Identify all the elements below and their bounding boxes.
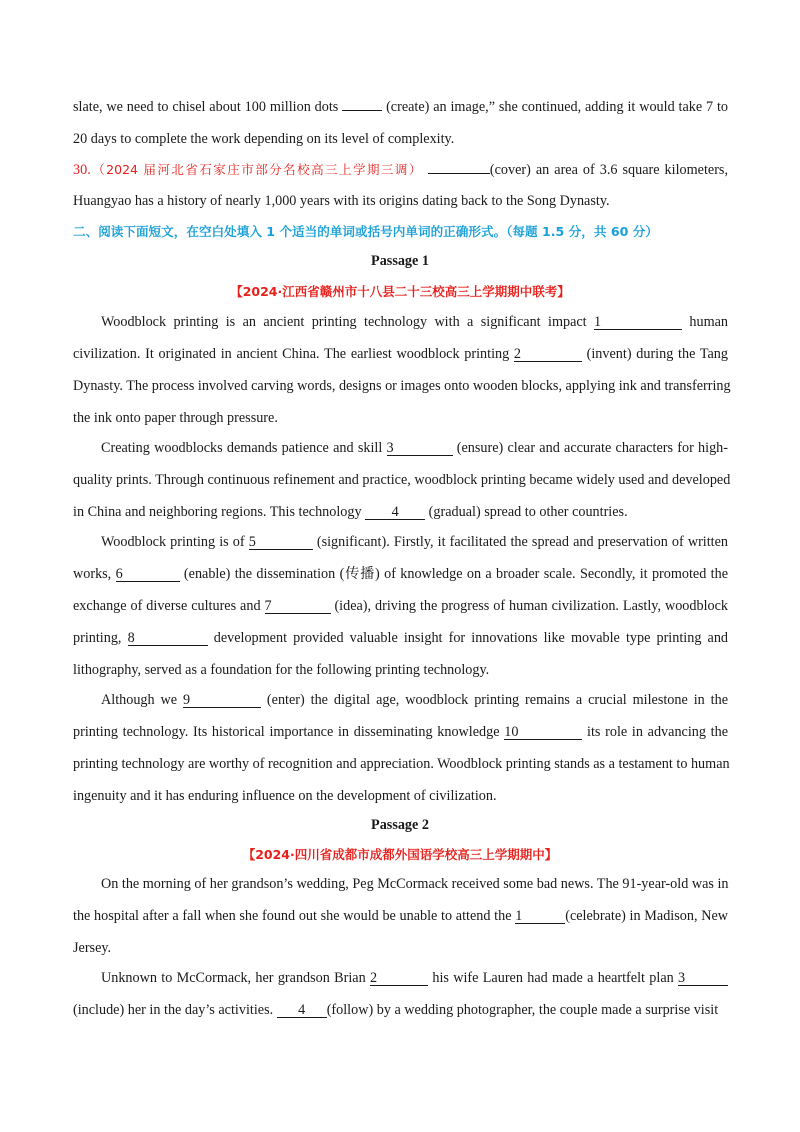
p1-para4-line2: printing technology. Its historical importance in disseminating knowledge 10 its role in advancing the	[73, 724, 729, 740]
passage-2-source: 【2024·四川省成都市成都外国语学校高三上学期期中】	[242, 847, 558, 862]
passage-1-source: 【2024·江西省赣州市十八县二十三校高三上学期期中联考】	[230, 284, 570, 299]
passage-2-title: Passage 2	[371, 817, 429, 833]
q30-line-2: Huangyao has a history of nearly 1,000 years with its origins dating back to the Song Dynasty.	[73, 193, 610, 209]
passage-1-title: Passage 1	[371, 253, 429, 269]
question-source: （2024 届河北省石家庄市部分名校高三上学期三调）	[90, 162, 423, 177]
answer-blank-p2-3[interactable]: 3	[678, 972, 728, 986]
answer-blank-10[interactable]: 10	[504, 726, 582, 740]
p2-para2-line2: (include) her in the day’s activities. 4 (follow) by a wedding photographer, the couple made a surprise visit	[73, 1002, 719, 1018]
p1-para2-line1: Creating woodblocks demands patience and skill 3 (ensure) clear and accurate characters for high-	[101, 440, 729, 456]
section-heading: 二、阅读下面短文，在空白处填入 1 个适当的单词或括号内单词的正确形式。（每题 1.5 分，共 60 分）	[73, 224, 658, 239]
p1-para3-line4: printing, 8 development provided valuable insight for innovations like movable type printing and	[73, 630, 729, 646]
p2-para1-line2: the hospital after a fall when she found out she would be unable to attend the 1 (celebrate) in Madison, New	[73, 908, 728, 924]
q30-line-1: 30.（2024 届河北省石家庄市部分名校高三上学期三调） (cover) an area of 3.6 square kilometers,	[73, 162, 728, 178]
p1-para1-line2: civilization. It originated in ancient China. The earliest woodblock printing 2 (invent) during the Tang	[73, 346, 728, 362]
q29-line-1: slate, we need to chisel about 100 million dots (create) an image,” she continued, adding it would take 7 to	[73, 99, 729, 115]
p1-para1-line1: Woodblock printing is an ancient printing technology with a significant impact 1 human	[101, 314, 729, 330]
answer-blank-6[interactable]: 6	[116, 568, 180, 582]
answer-blank[interactable]	[428, 173, 490, 174]
p1-para2-line2: quality prints. Through continuous refinement and practice, woodblock printing became widely used and developed	[73, 472, 731, 488]
p1-para3-line5: lithography, served as a foundation for the following printing technology.	[73, 662, 490, 678]
p1-para3-line1: Woodblock printing is of 5 (significant). Firstly, it facilitated the spread and preservation of written	[101, 534, 729, 550]
answer-blank-p2-2[interactable]: 2	[370, 972, 428, 986]
answer-blank-8[interactable]: 8	[128, 632, 208, 646]
p1-para1-line4: the ink onto paper through pressure.	[73, 410, 278, 426]
answer-blank-9[interactable]: 9	[183, 694, 261, 708]
p1-para1-line3: Dynasty. The process involved carving words, designs or images onto wooden blocks, applying ink and transferring	[73, 378, 731, 394]
p1-para4-line1: Although we 9 (enter) the digital age, woodblock printing remains a crucial milestone in the	[101, 692, 728, 708]
answer-blank-1[interactable]: 1	[594, 316, 682, 330]
answer-blank-4[interactable]: 4	[365, 506, 425, 520]
p1-para4-line3: printing technology are worthy of recognition and appreciation. Woodblock printing stands as a testament to human	[73, 756, 730, 772]
answer-blank-7[interactable]: 7	[265, 600, 331, 614]
p2-para1-line3: Jersey.	[73, 940, 112, 956]
p2-para2-line1: Unknown to McCormack, her grandson Brian 2 his wife Lauren had made a heartfelt plan 3	[101, 969, 728, 987]
p1-para4-line4: ingenuity and it has enduring influence on the development of civilization.	[73, 788, 497, 804]
answer-blank-2[interactable]: 2	[514, 348, 582, 362]
p1-para3-line3: exchange of diverse cultures and 7 (idea), driving the progress of human civilization. Lastly, woodblock	[73, 598, 728, 614]
question-number: 30.	[73, 162, 91, 178]
q29-line-2: 20 days to complete the work depending on its level of complexity.	[73, 131, 455, 147]
p1-para2-line3: in China and neighboring regions. This technology 4 (gradual) spread to other countries.	[73, 504, 628, 520]
answer-blank-3[interactable]: 3	[387, 442, 453, 456]
answer-blank-5[interactable]: 5	[249, 536, 313, 550]
p1-para3-line2: works, 6 (enable) the dissemination (传播) of knowledge on a broader scale. Secondly, it promoted the	[73, 566, 728, 582]
answer-blank[interactable]	[342, 110, 382, 111]
answer-blank-p2-1[interactable]: 1	[515, 910, 565, 924]
p2-para1-line1: On the morning of her grandson’s wedding, Peg McCormack received some bad news. The 91-year-old was in	[101, 876, 729, 892]
answer-blank-p2-4[interactable]: 4	[277, 1004, 327, 1018]
